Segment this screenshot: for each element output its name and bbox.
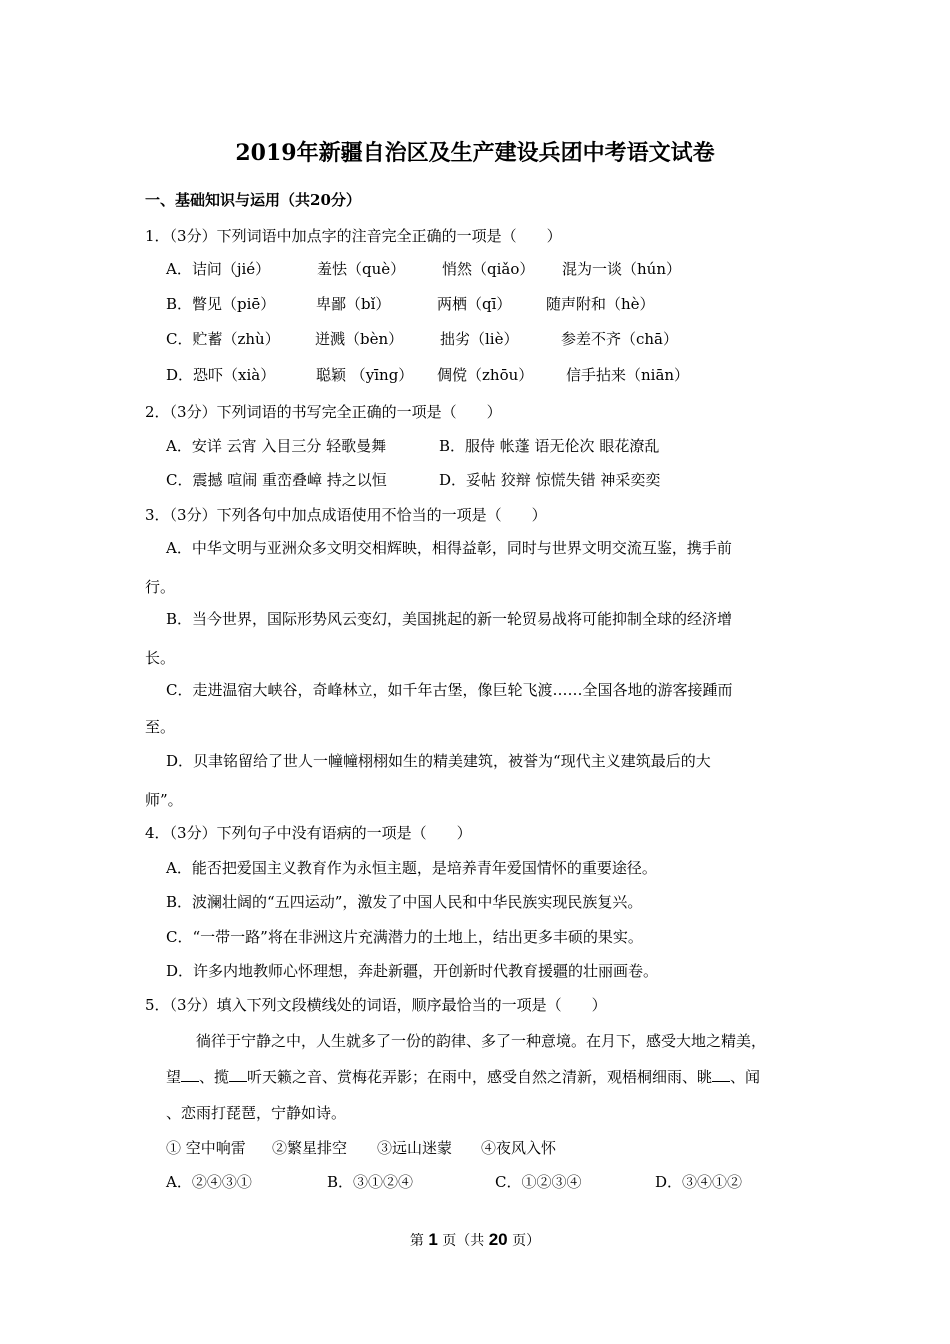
q1-c-item: 迸溅（bèn） [315, 330, 404, 348]
footer-text: 第 [409, 1233, 429, 1249]
q3-option-a: A．中华文明与亚洲众多文明交相辉映，相得益彰，同时与世界文明交流互鉴，携手前 [166, 539, 732, 557]
q5-passage-line-3: 、恋雨打琵琶，宁静如诗。 [166, 1104, 347, 1122]
q1-c-item: 参差不齐（chā） [561, 330, 679, 348]
q3-option-c: C．走进温宿大峡谷，奇峰林立，如千年古堡，像巨轮飞渡……全国各地的游客接踵而 [166, 681, 733, 699]
footer-text: 页） [507, 1233, 541, 1249]
section-heading: 一、基础知识与运用（共20分） [145, 191, 361, 209]
q1-b-item: B．瞥见（piē） [166, 295, 276, 313]
q1-a-item: 悄然（qiǎo） [442, 260, 535, 278]
q5-items [166, 1137, 766, 1157]
q5-option-c: C．①②③④ [495, 1173, 582, 1191]
q3-option-d-cont: 师”。 [145, 791, 183, 809]
page-total: 20 [488, 1230, 508, 1249]
q5-option-d: D．③④①② [655, 1173, 743, 1191]
q4-option-b: B．波澜壮阔的“五四运动”，激发了中国人民和中华民族实现民族复兴。 [166, 893, 643, 911]
fill-blank [229, 1067, 247, 1082]
q5-options [166, 1171, 806, 1191]
question-2-stem: 2．（3分）下列词语的书写完全正确的一项是（ ） [145, 403, 502, 421]
q1-a-item: 混为一谈（hún） [562, 260, 681, 278]
q3-option-d: D．贝聿铭留给了世人一幢幢栩栩如生的精美建筑，被誉为“现代主义建筑最后的大 [166, 752, 711, 770]
q5-option-b: B．③①②④ [327, 1173, 414, 1191]
fill-blank [712, 1067, 730, 1082]
q1-a-item: 羞怯（què） [317, 260, 406, 278]
question-3-stem: 3．（3分）下列各句中加点成语使用不恰当的一项是（ ） [145, 506, 547, 524]
q5-item: ① 空中响雷 [166, 1139, 246, 1157]
q5-passage-text: 听天籁之音、赏梅花弄影；在雨中，感受自然之清新，观梧桐细雨、眺 [247, 1068, 713, 1086]
q5-passage-line-1: 徜徉于宁静之中，人生就多了一份的韵律、多了一种意境。在月下，感受大地之精美， [196, 1032, 767, 1050]
question-5-stem: 5．（3分）填入下列文段横线处的词语，顺序最恰当的一项是（ ） [145, 996, 607, 1014]
q2-option-a: A．安详 云宵 入目三分 轻歌曼舞 [166, 437, 387, 455]
q1-d-item: D．恐吓（xià） [166, 366, 276, 384]
q1-a-item: A．诘问（jié） [166, 260, 271, 278]
q3-option-a-cont: 行。 [145, 578, 176, 596]
question-1-stem: 1．（3分）下列词语中加点字的注音完全正确的一项是（ ） [145, 227, 562, 245]
q1-option-d [166, 364, 866, 384]
q4-option-d: D．许多内地教师心怀理想，奔赴新疆，开创新时代教育援疆的壮丽画卷。 [166, 962, 659, 980]
q1-option-b [166, 293, 866, 313]
q5-passage-text: 望 [166, 1068, 182, 1086]
q5-item: ②繁星排空 [272, 1139, 348, 1157]
q1-option-c [166, 328, 866, 348]
q2-option-b: B．服侍 帐蓬 语无伦次 眼花潦乱 [439, 437, 660, 455]
q4-option-a: A．能否把爱国主义教育作为永恒主题，是培养青年爱国情怀的重要途径。 [166, 859, 657, 877]
q1-c-item: 拙劣（liè） [440, 330, 519, 348]
page-number: 1 [428, 1230, 438, 1249]
q5-item: ④夜风入怀 [481, 1139, 557, 1157]
q2-option-d: D．妥帖 狡辩 惊慌失错 神采奕奕 [439, 471, 661, 489]
q5-passage-text: 、揽 [199, 1068, 230, 1086]
q1-option-a [166, 258, 866, 278]
q1-b-item: 卑鄙（bǐ） [316, 295, 391, 313]
q2-option-c: C．震撼 喧闹 重峦叠嶂 持之以恒 [166, 471, 387, 489]
q3-option-c-cont: 至。 [145, 718, 176, 736]
q5-passage-text: 、闻 [730, 1068, 761, 1086]
q1-c-item: C．贮蓄（zhù） [166, 330, 280, 348]
q3-option-b-cont: 长。 [145, 649, 176, 667]
q4-option-c: C．“一带一路”将在非洲这片充满潜力的土地上，结出更多丰硕的果实。 [166, 928, 643, 946]
page-title: 2019年新疆自治区及生产建设兵团中考语文试卷 [235, 140, 715, 166]
q5-passage-line-2 [166, 1066, 760, 1087]
q1-b-item: 两栖（qī） [437, 295, 512, 313]
fill-blank [181, 1067, 199, 1082]
q5-option-a: A．②④③① [166, 1173, 252, 1191]
question-4-stem: 4．（3分）下列句子中没有语病的一项是（ ） [145, 824, 472, 842]
q5-item: ③远山迷蒙 [377, 1139, 453, 1157]
q3-option-b: B．当今世界，国际形势风云变幻，美国挑起的新一轮贸易战将可能抑制全球的经济增 [166, 610, 733, 628]
q1-b-item: 随声附和（hè） [546, 295, 655, 313]
q1-d-item: 信手拈来（niān） [566, 366, 690, 384]
q1-d-item: 聪颖 （yīng） [316, 366, 414, 384]
page-footer [0, 1230, 950, 1250]
footer-text: 页（共 [437, 1233, 489, 1249]
q1-d-item: 倜傥（zhōu） [437, 366, 534, 384]
